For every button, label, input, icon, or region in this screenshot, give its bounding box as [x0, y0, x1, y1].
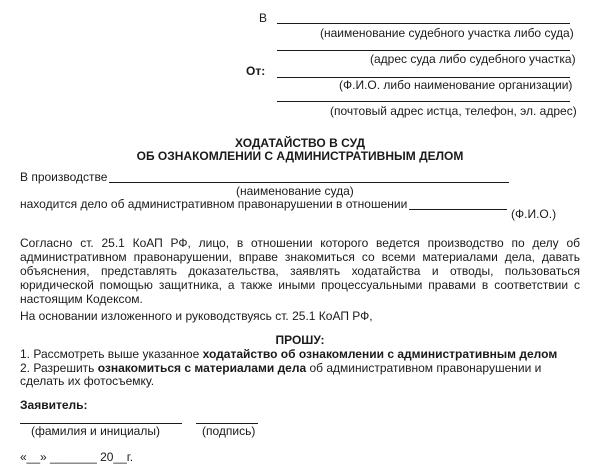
name-caption: (Ф.И.О. либо наименование организации)	[339, 78, 573, 92]
date-line[interactable]: «__» _______ 20__г.	[20, 450, 134, 464]
signature-caption: (подпись)	[202, 424, 256, 438]
fio-caption: (Ф.И.О.)	[511, 207, 557, 221]
case-text: находится дело об административном правонарушении в отношении	[20, 197, 408, 211]
request-item-2-continuation: сделать их фотосъемку.	[20, 374, 155, 388]
proceeding-prefix: В производстве	[20, 170, 108, 184]
postal-caption: (почтовый адрес истца, телефон, эл. адрес)	[330, 104, 577, 118]
legal-basis-paragraph: Согласно ст. 25.1 КоАП РФ, лицо, в отношении которого ведется производство по делу об административном правонарушении, вправе знакомиться со всеми материалами дела, давать объяснения, представлять доказательства, заявлять ходатайства и отводы, пользоваться юридической помощью защитника, а также иными процессуальными правами в соответствии с настоящим Кодексом.	[20, 236, 580, 306]
request-item-2-suffix: об административном правонарушении и	[306, 361, 542, 375]
basis-paragraph: На основании изложенного и руководствуясь ст. 25.1 КоАП РФ,	[20, 309, 373, 323]
address-caption: (адрес суда либо судебного участка)	[370, 52, 576, 66]
applicant-name-caption: (фамилия и инициалы)	[31, 424, 160, 438]
request-item-2-bold: ознакомиться с материалами дела	[97, 361, 307, 375]
document-title-line1: ХОДАТАЙСТВО В СУД	[235, 136, 365, 150]
applicant-label: Заявитель:	[20, 398, 88, 412]
court-name-line[interactable]	[277, 23, 570, 24]
fio-field-line[interactable]	[409, 209, 507, 210]
request-item-1	[20, 347, 557, 361]
from-label: От:	[246, 64, 266, 78]
request-heading: ПРОШУ:	[275, 333, 325, 347]
request-item-1-bold: ходатайство об ознакомлении с административным делом	[202, 347, 558, 361]
request-item-1-prefix: 1. Рассмотреть выше указанное	[20, 347, 203, 361]
to-prefix: В	[259, 11, 268, 25]
court-name-field-line[interactable]	[109, 182, 509, 183]
court-name-caption: (наименование суда)	[236, 184, 354, 198]
request-item-2-prefix: 2. Разрешить	[20, 361, 98, 375]
request-item-2	[20, 361, 541, 375]
postal-address-line[interactable]	[277, 101, 570, 102]
document-title-line2: ОБ ОЗНАКОМЛЕНИИ С АДМИНИСТРАТИВНЫМ ДЕЛОМ	[136, 149, 464, 163]
court-caption: (наименование судебного участка либо суда)	[320, 26, 574, 40]
court-address-line[interactable]	[277, 50, 570, 51]
